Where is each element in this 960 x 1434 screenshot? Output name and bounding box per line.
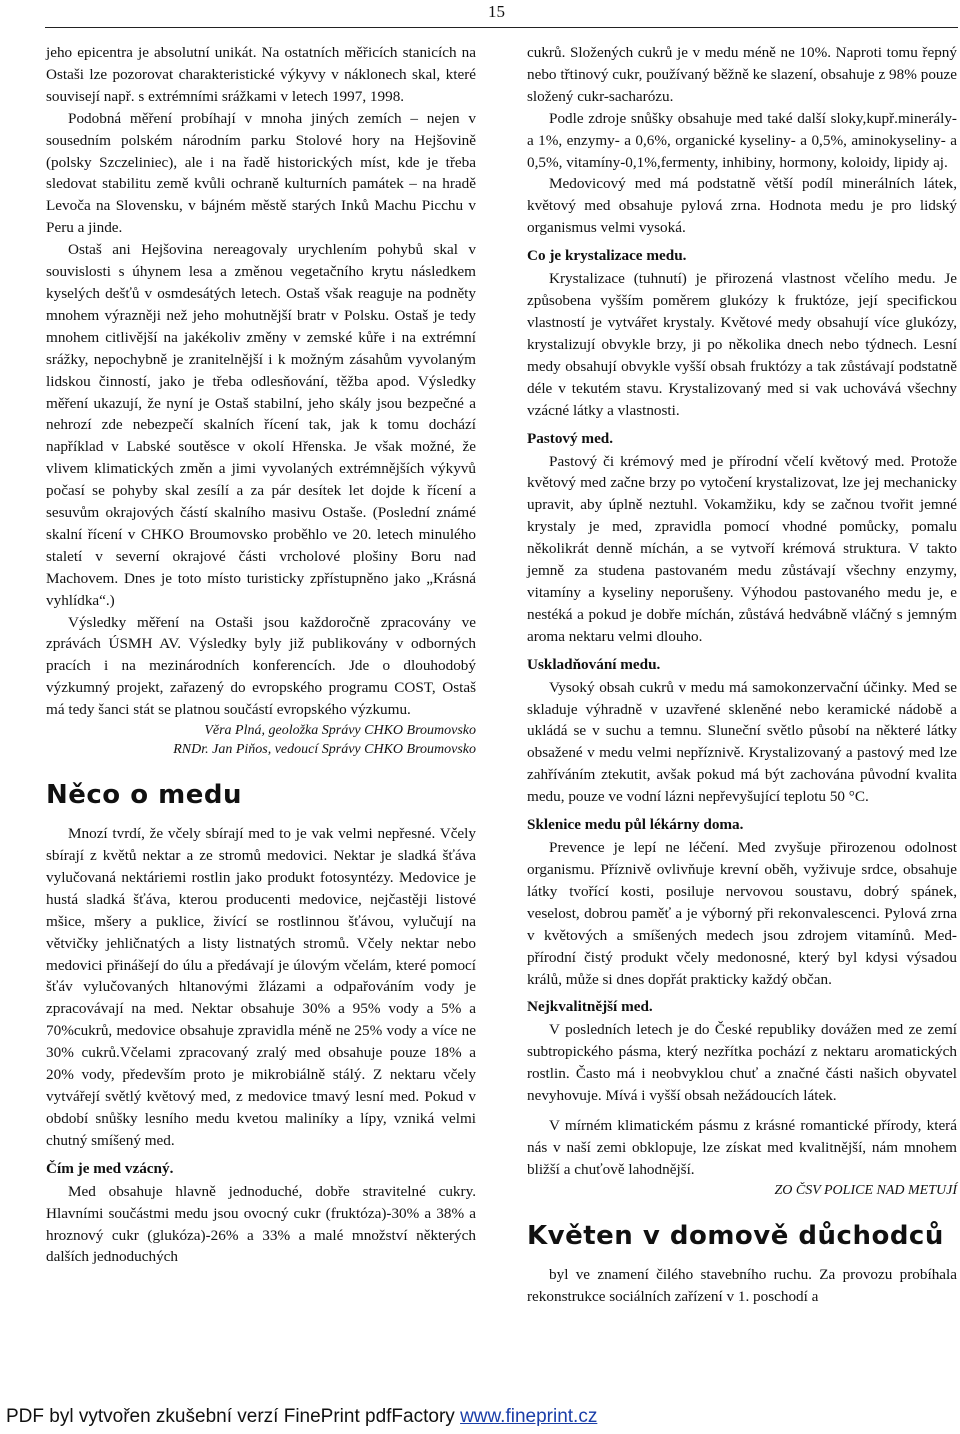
footer-link[interactable]: www.fineprint.cz — [460, 1406, 598, 1427]
article-heading: Květen v domově důchodců — [527, 1220, 944, 1251]
paragraph: V posledních letech je do České republiky dovážen med ze zemí subtropického pásma, který nezřítka pochází z nektaru aromatických rostlin. Často má i neobvyklou chuť a značné části našich obyvatel nevyhovuje. Mívá i vyšší obsah nežádoucích látek. — [527, 1021, 957, 1105]
paragraph: Med obsahuje hlavně jednoduché, dobře stravitelné cukry. Hlavními součástmi medu jsou ovocný cukr (fruktóza)-30% a 38% a hroznový cukr (glukóza)-26% a 33% a malé množství některých dalších jednoduchých — [46, 1182, 476, 1266]
paragraph: Vysoký obsah cukrů v medu má samokonzervační účinky. Med se skladuje výhradně v uzavřené skleněné nebo keramické nádobě a ukládá se v suchu a temnu. Sluneční světlo působí na některé látky obsažené v medu velmi nepříznivě. Krystalizovaný a pastový med lze zahříváním ztekutit, avšak pokud má být zachována původní kvalita medu, pouze ve vodní lázni nepřevyšující teplotu 50 °C. — [527, 678, 957, 806]
section-heading: Uskladňování medu. — [527, 655, 661, 673]
section-heading: Pastový med. — [527, 429, 614, 447]
section-heading: Sklenice medu půl lékárny doma. — [527, 816, 744, 834]
paragraph: Medovicový med má podstatně větší podíl minerálních látek, květový med obsahuje pylová zrna. Hodnota medu je pro lidský organismus velmi vysoká. — [527, 175, 957, 237]
article-heading: Něco o medu — [46, 780, 242, 811]
paragraph: jeho epicentra je absolutní unikát. Na ostatních měřicích stanicích na Ostaši lze pozorovat charakteristické výkyvy v náklonech skal, které souvisejí např. s extrémními srážkami v letech 1997, 1998. — [46, 44, 476, 105]
author-signature: Věra Plná, geoložka Správy CHKO Broumovsko — [204, 723, 476, 739]
paragraph: Prevence je lepí ne léčení. Med zvyšuje přirozenou odolnost organismu. Příznivě ovlivňuje krevní oběh, vyživuje srdce, obsahuje látky tvořící kosti, posiluje nervovou soustavu, dobrý spánek, veselost, dobrou paměť a je výborný při rekonvalescenci. Pylová zrna v květových a smíšených medech jsou zdrojem vitamínů. Med- přírodní čistý produkt včely medonosné, který byl kdysi výsadou králů, může si dnes dopřát prakticky každý občan. — [527, 839, 957, 988]
header-rule — [45, 27, 958, 28]
section-heading: Čím je med vzácný. — [46, 1159, 174, 1177]
paragraph: cukrů. Složených cukrů je v medu méně ne 10%. Naproti tomu řepný nebo třtinový cukr, používaný běžně ke slazení, obsahuje z 98% pouze složený cukr-sacharózu. — [527, 44, 957, 105]
paragraph: Krystalizace (tuhnutí) je přirozená vlastnost včelího medu. Je způsobena vyšším poměrem glukózy k fruktóze, její specifickou vlastností je vytvářet krystaly. Květové medy obsahují více glukózy, krystalizují obvykle brzy, ji po několika dnech nebo týdnech. Lesní medy obsahují obvykle vyšší obsah fruktózy a tak zůstávají podstatně déle v tekutém stavu. Krystalizovaný med si vak uchovává všechny vzácné látky a vlastnosti. — [527, 270, 957, 419]
author-signature: RNDr. Jan Piňos, vedoucí Správy CHKO Broumovsko — [173, 742, 476, 758]
paragraph: Ostaš ani Hejšovina nereagovaly urychlením pohybů skal v souvislosti s úhynem lesa a změnou vegetačního krytu následkem kyselých dešťů v osmdesátých letech. Ostaš však reaguje na podněty mnohem výrazněji než jeho mohutnější bratr v Polsku. Ostaš je tedy mnohem citlivější na jakékoliv změny v zemské kůře i na extrémní srážky, nepochybně je zranitelnější i k možným zásahům vyvolaným lidskou činností, jako je třeba odlesňování, těžba apod. Výsledky měření ukazují, že nyní je Ostaš stabilní, jeho skály jsou bezpečné a nehrozí zde nebezpečí skalních řícení tak, jak k tomu dochází například v Labské soutěsce v okolí Hřenska. Je však možné, že vlivem klimatických změn a jimi vyvolaných extrémnějších výkyvů počasí se pohyby skal zesílí a za pár desítek let dojde k řícení a sesuvům okrajových částí skalního masivu Ostaše. (Poslední známé skalní řícení v CHKO Broumovsko proběhlo ve 20. letech minulého staletí v severní okrajové části vrcholové plošiny Boru nad Machovem. Dnes je toto místo turisticky zpřístupněno jako „Krásná vyhlídka“.) — [46, 241, 476, 609]
paragraph: Pastový či krémový med je přírodní včelí květový med. Protože květový med začne brzy po vytočení krystalizovat, lze jej mechanicky upravit, aby úplně neztuhl. Vokamžiku, kdy se začnou tvořit jemné krystaly je med, zpravidla pomocí vhodné pomůcky, pomalu několikrát denně míchán, a se vytvoří krémová struktura. V takto jemně za studena pastovaném medu zůstávají všechny enzymy, vitamíny a kyseliny neporušeny. Výhodou pastovaného medu je, e nestéká a pokud je dobře míchán, zůstává hedvábně vláčný s jemným aroma nektaru velmi dlouho. — [527, 452, 957, 645]
paragraph: byl ve znamení čilého stavebního ruchu. Za provozu probíhala rekonstrukce sociálních zařízení v 1. poschodí a — [527, 1265, 957, 1305]
page-number: 15 — [488, 2, 505, 21]
paragraph: Podle zdroje snůšky obsahuje med také další sloky,kupř.minerály-a 1%, enzymy- a 0,6%, organické kyseliny- a 0,5%, aminokyseliny- a 0,5%, vitamíny-0,1%,fermenty, inhibiny, hormony, koloidy, lipidy aj. — [527, 109, 957, 171]
right-column — [527, 42, 957, 1308]
paragraph: V mírném klimatickém pásmu z krásné romantické přírody, která nás v naší zemi obklopuje, lze získat med kvalitnější, nám mnohem bližší a chuťově lahodnější. — [527, 1117, 957, 1178]
author-signature: ZO ČSV POLICE NAD METUJÍ — [774, 1182, 957, 1198]
section-heading: Nejkvalitnější med. — [527, 998, 653, 1016]
footer-text: PDF byl vytvořen zkušební verzí FinePrint pdfFactory — [6, 1406, 461, 1427]
footer-watermark — [6, 1406, 597, 1428]
paragraph: Podobná měření probíhají v mnoha jiných zemích – nejen v sousedním polském národním parku Stolové hory na Hejšovině (polsky Szczeliniec), ale i na řadě historických míst, kde je třeba sledovat stabilitu země kvůli ochraně kulturních památek – na hradě Levoča na Slovensku, v bájném městě starých Inků Machu Picchu v Peru a jinde. — [46, 109, 476, 237]
left-column — [46, 42, 476, 1268]
paragraph: Mnozí tvrdí, že včely sbírají med to je vak velmi nepřesné. Včely sbírají z květů nektar a ze stromů medovici. Nektar je sladká šťáva vylučovaná nektáriemi rostlin jako produkt fotosyntézy. Medovice je hustá sladká šťáva, kterou producenti medovice, nejčastěji listové mšice, mšery a puklice, živící se rostlinnou šťávou, vylučují na větvičky jehličnatých a listy listnatých stromů. Včely nektar nebo medovici přinášejí do úlu a předávají je úlovým včelám, které pomocí šťáv vylučovaných hltanovými žlázami a odpařováním vody je zpracovávají na med. Nektar obsahuje 30% a 95% vody a 5% a 70%cukrů, medovice obsahuje zpravidla méně ne 25% vody a více ne 30% cukrů.Včelami zpracovaný zralý med obsahuje pouze 18% a 20% vody, především proto je mikrobiálně stálý. Z nektaru včely vytvářejí světlý květový med, z medovice tmavý lesní med. Pokud v období snůšky lesního medu kvetou maliníky a lípy, vzniká velmi chutný smíšený med. — [46, 825, 476, 1149]
paragraph: Výsledky měření na Ostaši jsou každoročně zpracovány ve zprávách ÚSMH AV. Výsledky byly již publikovány v odborných pracích i na mezinárodních konferencích. Jde o dlouhodobý výzkumný projekt, zařazený do evropského programu COST, Ostaš má tedy šanci stát se platnou součástí evropského výzkumu. — [46, 613, 476, 719]
section-heading: Co je krystalizace medu. — [527, 247, 687, 265]
